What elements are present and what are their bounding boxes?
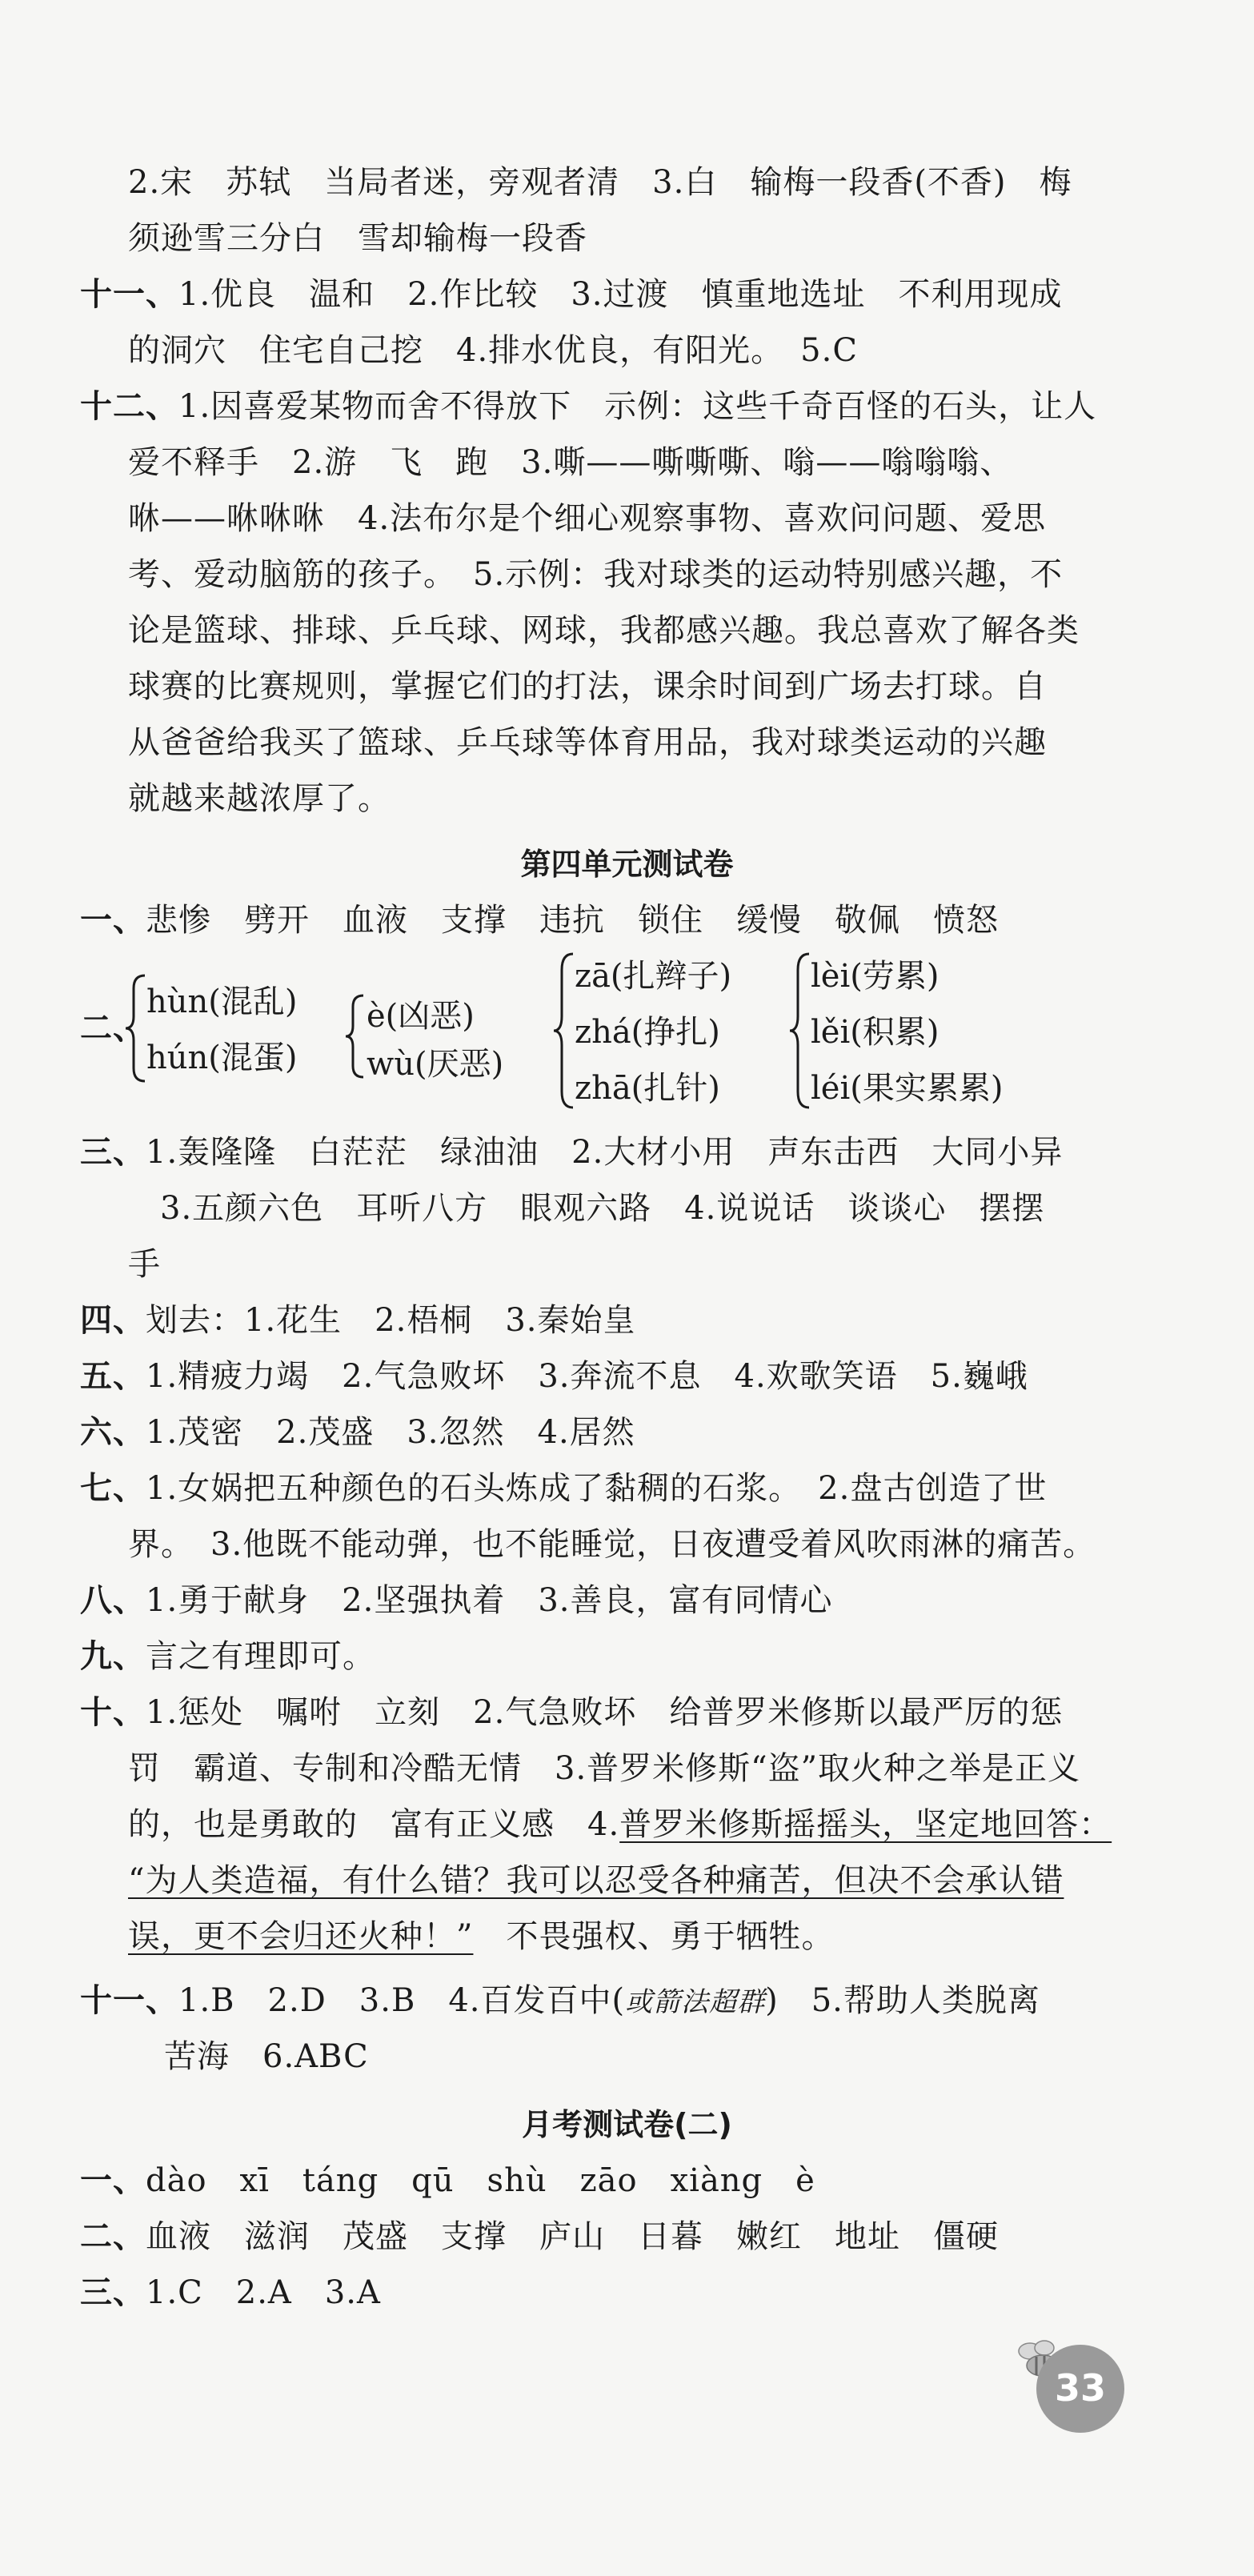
text-line: 的洞穴 住宅自己挖 4.排水优良，有阳光。 5.C: [128, 332, 858, 369]
section-label: 十一、: [80, 1982, 178, 2019]
q8: [80, 1576, 1118, 1625]
text-line: 就越来越浓厚了。: [128, 780, 391, 817]
text-line: 1.C 2.A 3.A: [146, 2274, 381, 2311]
text-line: 划去：1.花生 2.梧桐 3.秦始皇: [146, 1302, 636, 1339]
section-label: 五、: [80, 1358, 146, 1395]
text-line: 从爸爸给我买了篮球、乒乓球等体育用品，我对球类运动的兴趣: [128, 724, 1047, 761]
section-label: 九、: [80, 1638, 146, 1675]
text-line: [128, 1857, 1118, 1905]
section-label: 一、: [80, 902, 146, 939]
page-number-badge: [1036, 2345, 1124, 2433]
text-line: 1.优良 温和 2.作比较 3.过渡 慎重地选址 不利用现成: [178, 276, 1063, 313]
q6: [80, 1408, 1118, 1456]
underlined-answer: 误，更不会归还火种！”: [128, 1918, 474, 1955]
text-line: 1.女娲把五种颜色的石头炼成了黏稠的石浆。 2.盘古创造了世: [146, 1470, 1048, 1507]
text-line: 考、爱动脑筋的孩子。 5.示例：我对球类的运动特别感兴趣，不: [128, 556, 1064, 593]
text-line: 苦海 6.ABC: [164, 2038, 369, 2075]
section-label: 十、: [80, 1694, 146, 1731]
text-line: 1.惩处 嘱咐 立刻 2.气急败坏 给普罗米修斯以最严厉的惩: [146, 1694, 1064, 1731]
section-label: 三、: [80, 2274, 146, 2311]
section-label: 三、: [80, 1134, 146, 1171]
text-segment: 1.B 2.D 3.B 4.百发百中(: [178, 1982, 626, 2019]
pinyin-item: wù(厌恶): [367, 1046, 504, 1083]
section-label: 六、: [80, 1414, 146, 1451]
text-line: dào xī táng qū shù zāo xiàng è: [146, 2162, 815, 2199]
text-line: 手: [128, 1246, 161, 1283]
text-line: 血液 滋润 茂盛 支撑 庐山 日暮 嫩红 地址 僵硬: [146, 2218, 999, 2255]
pinyin-item: zā(扎辫子): [575, 958, 732, 995]
q5: [80, 1352, 1118, 1400]
text-line: 悲惨 劈开 血液 支撑 违抗 锁住 缓慢 敬佩 愤怒: [146, 902, 999, 939]
text-line: 2.宋 苏轼 当局者迷，旁观者清 3.白 输梅一段香(不香) 梅: [128, 164, 1072, 201]
section-label: 八、: [80, 1582, 146, 1619]
pinyin-item: léi(果实累累): [811, 1070, 1004, 1107]
text-line: 1.茂密 2.茂盛 3.忽然 4.居然: [146, 1414, 635, 1451]
q3: [80, 1128, 1118, 1176]
text-line: 界。 3.他既不能动弹，也不能睡觉，日夜遭受着风吹雨淋的痛苦。: [128, 1526, 1096, 1563]
text-line: 咻——咻咻咻 4.法布尔是个细心观察事物、喜欢问问题、爱思: [128, 500, 1047, 537]
text-line: 球赛的比赛规则，掌握它们的打法，课余时间到广场去打球。自: [128, 668, 1047, 705]
pinyin-item: zhá(挣扎): [575, 1014, 720, 1051]
text-line: 罚 霸道、专制和冷酷无情 3.普罗米修斯“盗”取火种之举是正义: [128, 1750, 1081, 1787]
text-line: 1.轰隆隆 白茫茫 绿油油 2.大材小用 声东击西 大同小异: [146, 1134, 1064, 1171]
text-line: 1.因喜爱某物而舍不得放下 示例：这些千奇百怪的石头，让人: [178, 388, 1097, 425]
q1: [80, 896, 1118, 944]
text-segment: 不畏强权、勇于牺牲。: [473, 1918, 835, 1955]
text-segment: ) 5.帮助人类脱离: [765, 1982, 1040, 2019]
pinyin-item: hùn(混乱): [146, 984, 298, 1020]
underlined-answer: 普罗米修斯摇摇头，坚定地回答：: [619, 1806, 1112, 1843]
q11: [80, 1977, 1118, 2026]
brace-icon: [124, 972, 148, 1084]
text-line: 爱不释手 2.游 飞 跑 3.嘶——嘶嘶嘶、嗡——嗡嗡嗡、: [128, 444, 1013, 481]
q7: [80, 1464, 1118, 1512]
text-line: [128, 1801, 1118, 1849]
text-segment: 的，也是勇敢的 富有正义感 4.: [128, 1806, 620, 1843]
section-label: 七、: [80, 1470, 146, 1507]
text-line: 言之有理即可。: [146, 1638, 375, 1675]
pinyin-item: è(凶恶): [367, 998, 475, 1035]
text-line: 论是篮球、排球、乒乓球、网球，我都感兴趣。我总喜欢了解各类: [128, 612, 1080, 649]
section-heading: 月考测试卷(二): [522, 2107, 732, 2142]
q1-pinyin: [80, 2157, 1118, 2205]
pinyin-item: zhā(扎针): [575, 1070, 720, 1107]
alt-answer: 或箭法超群: [625, 1986, 766, 2018]
section-heading: 第四单元测试卷: [520, 847, 734, 882]
q10: [80, 1689, 1118, 1737]
text-line: 1.勇于献身 2.坚强执着 3.善良，富有同情心: [146, 1582, 833, 1619]
pinyin-item: lěi(积累): [811, 1014, 939, 1051]
section-11: [80, 270, 1118, 318]
brace-icon: [788, 951, 812, 1111]
q2-words: [80, 2213, 1118, 2261]
section-label: 十一、: [80, 276, 178, 313]
section-label: 四、: [80, 1302, 146, 1339]
text-line: 3.五颜六色 耳听八方 眼观六路 4.说说话 谈谈心 摆摆: [160, 1190, 1045, 1227]
q9: [80, 1633, 1118, 1681]
underlined-answer: “为人类造福，有什么错？我可以忍受各种痛苦，但决不会承认错: [128, 1862, 1064, 1899]
pinyin-item: lèi(劳累): [811, 958, 939, 995]
section-label: 二、: [80, 1010, 146, 1047]
brace-icon: [344, 992, 367, 1080]
pinyin-item: hún(混蛋): [146, 1040, 298, 1076]
text-line: [128, 1913, 1118, 1961]
section-label: 二、: [80, 2218, 146, 2255]
page-number: 33: [1054, 2366, 1106, 2410]
q4: [80, 1296, 1118, 1344]
section-label: 一、: [80, 2162, 146, 2199]
section-12: [80, 383, 1118, 431]
section-label: 十二、: [80, 388, 178, 425]
text-line: 须逊雪三分白 雪却输梅一段香: [128, 220, 587, 257]
brace-icon: [552, 951, 576, 1111]
text-line: 1.精疲力竭 2.气急败坏 3.奔流不息 4.欢歌笑语 5.巍峨: [146, 1358, 1028, 1395]
q3-choice: [80, 2269, 1118, 2317]
